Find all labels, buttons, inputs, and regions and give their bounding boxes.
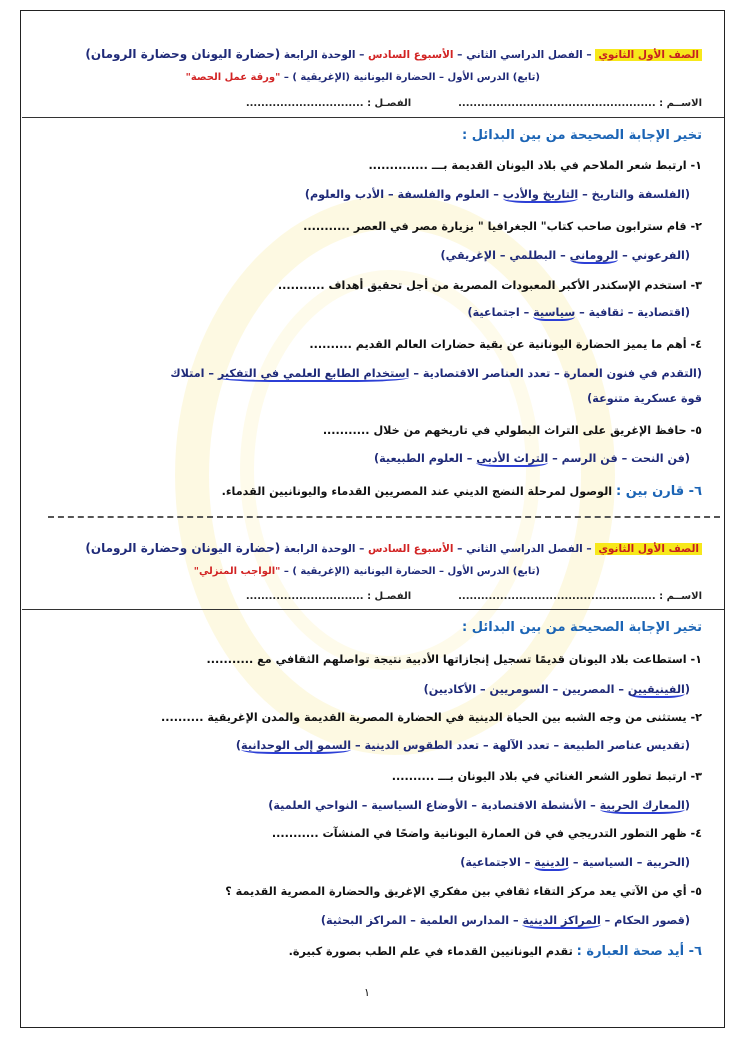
- page-number: ١: [364, 986, 370, 999]
- option-d[interactable]: الأدب والعلوم: [309, 188, 385, 201]
- question-2-options: (الفرعوني – الروماني – البطلمي – الإغريقي): [440, 249, 690, 262]
- question-5: ٥- أي من الآتي يعد مركز التقاء ثقافي بين مفكري الإغريق والحضارة المصرية القديمة ؟: [225, 885, 702, 898]
- question-6: [222, 484, 702, 499]
- question-5-options: (فن النحت – فن الرسم – التراث الأدبي – العلوم الطبيعية): [373, 452, 690, 465]
- class-field[interactable]: ...............................: [245, 591, 364, 602]
- name-field[interactable]: ....................................................: [458, 98, 656, 109]
- unit-label: – الوحدة الرابعة: [283, 49, 365, 61]
- option-b[interactable]: تعدد العناصر الاقتصادية: [422, 367, 551, 380]
- option-a[interactable]: التقدم في فنون العمارة: [563, 367, 697, 380]
- question-1-options: (الفينيقيين – المصريين – السومريين – الأكاديين): [423, 683, 690, 696]
- option-c[interactable]: الأوضاع السياسية: [371, 799, 468, 812]
- question-5-options: (قصور الحكام – المراكز الدينية – المدارس العلمية – المراكز البحثية): [320, 914, 690, 927]
- name-field[interactable]: ....................................................: [458, 591, 656, 602]
- option-d[interactable]: الإغريقي: [445, 249, 496, 262]
- ministry-seal-watermark-inner: [240, 270, 540, 670]
- class-field[interactable]: ...............................: [245, 98, 364, 109]
- option-c[interactable]: البطلمي: [509, 249, 557, 262]
- option-b[interactable]: السياسية: [582, 856, 633, 869]
- question-6-text: الوصول لمرحلة النضج الديني عند المصريين القدماء واليونانيين القدماء.: [221, 485, 617, 498]
- class-label: الفصـل :: [367, 98, 412, 109]
- option-d[interactable]: الاجتماعية: [465, 856, 521, 869]
- sheet1-header-line2: (تابع) الدرس الأول – الحضارة اليونانية (الإغريقية ) – "ورقة عمل الحصة": [185, 72, 540, 83]
- question-4: ٤- ظهر التطور التدريجي في فن العمارة اليونانية واضحًا في المنشآت ...........: [271, 827, 702, 840]
- lesson-label: (تابع) الدرس الأول – الحضارة اليونانية (الإغريقية ) –: [283, 566, 540, 577]
- question-2: ٢- يستثنى من وجه الشبه بين الحياة الدينية في الحضارة المصرية القديمة والمدن الإغريقية ..........: [160, 711, 702, 724]
- option-b-selected[interactable]: المراكز الدينية: [522, 914, 601, 927]
- grade-label: الصف الأول الثانوي: [595, 49, 702, 61]
- option-b[interactable]: فن الرسم: [561, 452, 618, 465]
- option-d[interactable]: اجتماعية: [472, 306, 520, 319]
- question-3-options: (اقتصادية – ثقافية – سياسية – اجتماعية): [467, 306, 690, 319]
- divider: [22, 609, 724, 610]
- grade-label: الصف الأول الثانوي: [595, 543, 702, 555]
- option-a-selected[interactable]: الفينيقيين: [627, 683, 685, 696]
- sheet2-name-row: [246, 591, 702, 602]
- name-label: الاســم :: [659, 591, 702, 602]
- sheet1-header-line1: [85, 47, 702, 61]
- question-1: ١- استطاعت بلاد اليونان قديمًا تسجيل إنجازاتها الأدبية نتيجة تواصلهم الثقافي مع ...........: [206, 653, 702, 666]
- sheet1-name-row: [246, 98, 702, 109]
- sheet-type-label: ورقة عمل الحصة: [190, 72, 276, 83]
- question-1-options: (الفلسفة والتاريخ – التاريخ والأدب – العلوم والفلسفة – الأدب والعلوم): [304, 188, 690, 201]
- unit-title: (حضارة اليونان وحضارة الرومان): [85, 541, 281, 555]
- term-label: – الفصل الدراسي الثاني –: [457, 543, 592, 555]
- question-4: ٤- أهم ما يميز الحضارة اليونانية عن بقية حضارات العالم القديم ..........: [309, 338, 702, 351]
- question-6-label: ٦- أيد صحة العبارة :: [576, 944, 702, 959]
- option-a[interactable]: اقتصادية: [637, 306, 685, 319]
- lesson-label: (تابع) الدرس الأول – الحضارة اليونانية (الإغريقية ) –: [283, 72, 540, 83]
- option-a-selected[interactable]: المعارك الحربية: [599, 799, 685, 812]
- question-4-options: (التقدم في فنون العمارة – تعدد العناصر الاقتصادية – استخدام الطابع العلمي في التفكير – امتلاك: [170, 367, 702, 380]
- option-b[interactable]: المصريين: [562, 683, 615, 696]
- option-c-selected[interactable]: استخدام الطابع العلمي في التفكير: [217, 367, 410, 380]
- option-a[interactable]: الفلسفة والتاريخ: [591, 188, 685, 201]
- option-a[interactable]: قصور الحكام: [614, 914, 685, 927]
- option-a[interactable]: الحربية: [646, 856, 685, 869]
- sheet-type-label: الواجب المنزلي: [198, 566, 276, 577]
- option-a[interactable]: فن النحت: [631, 452, 685, 465]
- question-1: ١- ارتبط شعر الملاحم في بلاد اليونان القديمة بـــ ..............: [368, 159, 702, 172]
- week-label: الأسبوع السادس: [368, 543, 454, 555]
- option-b-selected[interactable]: الروماني: [569, 249, 619, 262]
- unit-title: (حضارة اليونان وحضارة الرومان): [85, 47, 281, 61]
- option-d[interactable]: المراكز البحثية: [326, 914, 407, 927]
- option-b-selected[interactable]: التاريخ والأدب: [502, 188, 579, 201]
- option-a[interactable]: تقديس عناصر الطبيعة: [563, 739, 685, 752]
- option-c[interactable]: المدارس العلمية: [419, 914, 510, 927]
- question-3: ٣- استخدم الإسكندر الأكبر المعبودات المصرية من أجل تحقيق أهداف ...........: [277, 279, 702, 292]
- option-d-selected[interactable]: السمو إلى الوحدانية: [241, 739, 352, 752]
- term-label: – الفصل الدراسي الثاني –: [457, 49, 592, 61]
- option-c[interactable]: السومريين: [489, 683, 549, 696]
- option-d[interactable]: الأكاديين: [428, 683, 477, 696]
- question-6-text: تقدم اليونانيين القدماء في علم الطب بصورة كبيرة.: [288, 945, 577, 958]
- option-c-selected[interactable]: الدينية: [534, 856, 569, 869]
- question-4-options: (الحربية – السياسية – الدينية – الاجتماعية): [460, 856, 690, 869]
- option-b[interactable]: ثقافية: [588, 306, 624, 319]
- name-label: الاســم :: [659, 98, 702, 109]
- cut-line: [48, 516, 720, 518]
- sheet2-header-line2: (تابع) الدرس الأول – الحضارة اليونانية (الإغريقية ) – "الواجب المنزلي": [193, 566, 540, 577]
- section-title: تخير الإجابة الصحيحة من بين البدائل :: [462, 620, 702, 635]
- question-3-options: (المعارك الحربية – الأنشطة الاقتصادية – الأوضاع السياسية – النواحي العلمية): [268, 799, 690, 812]
- question-6: [289, 944, 702, 959]
- option-d[interactable]: امتلاك: [170, 367, 205, 380]
- unit-label: – الوحدة الرابعة: [283, 543, 365, 555]
- question-3: ٣- ارتبط تطور الشعر الغنائي في بلاد اليونان بـــ ..........: [391, 770, 702, 783]
- question-5: ٥- حافظ الإغريق على التراث البطولي في تاريخهم من خلال ...........: [322, 424, 702, 437]
- option-c[interactable]: تعدد الطقوس الدينية: [364, 739, 480, 752]
- question-4-options-continued: قوة عسكرية متنوعة): [587, 392, 702, 405]
- divider: [22, 117, 724, 118]
- option-b[interactable]: الأنشطة الاقتصادية: [480, 799, 587, 812]
- option-a[interactable]: الفرعوني: [631, 249, 685, 262]
- sheet2-header-line1: [85, 541, 702, 555]
- section-title: تخير الإجابة الصحيحة من بين البدائل :: [462, 128, 702, 143]
- class-label: الفصـل :: [367, 591, 412, 602]
- option-c-selected[interactable]: التراث الأدبي: [476, 452, 549, 465]
- option-d[interactable]: النواحي العلمية: [273, 799, 358, 812]
- question-6-label: ٦- قارن بين :: [616, 484, 702, 499]
- option-b[interactable]: تعدد الآلهة: [492, 739, 550, 752]
- option-c-selected[interactable]: سياسية: [533, 306, 576, 319]
- option-c[interactable]: العلوم والفلسفة: [397, 188, 490, 201]
- question-2: ٢- قام سترابون صاحب كتاب" الجغرافيا " بزيارة مصر في العصر ...........: [303, 220, 702, 233]
- option-d[interactable]: العلوم الطبيعية: [379, 452, 463, 465]
- question-2-options: (تقديس عناصر الطبيعة – تعدد الآلهة – تعدد الطقوس الدينية – السمو إلى الوحدانية): [235, 739, 690, 752]
- week-label: الأسبوع السادس: [368, 49, 454, 61]
